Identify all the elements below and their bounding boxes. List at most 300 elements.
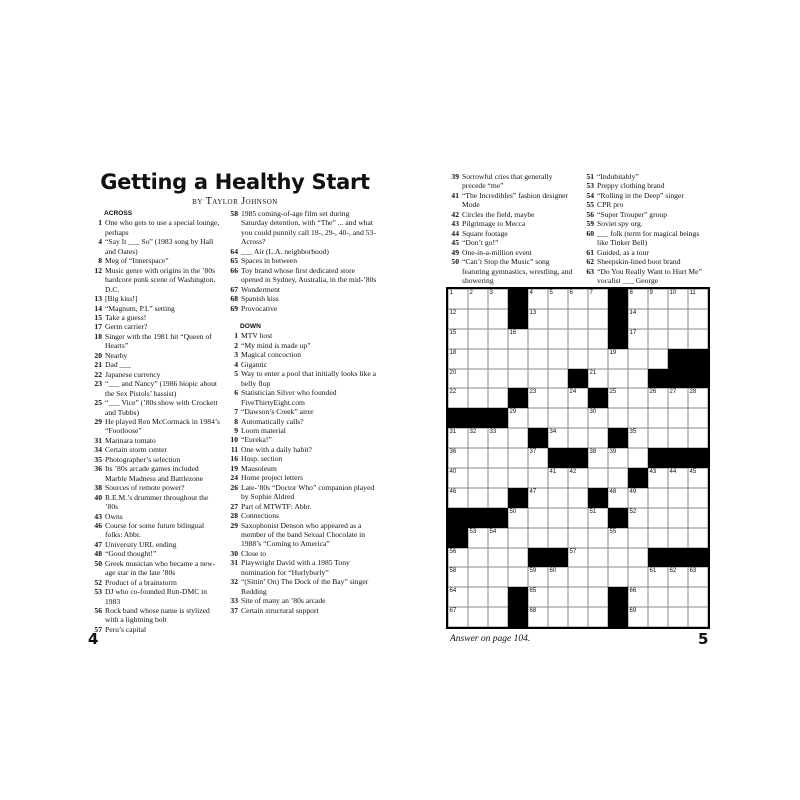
grid-cell[interactable] (648, 408, 668, 428)
grid-cell[interactable] (508, 369, 528, 389)
grid-cell[interactable] (528, 528, 548, 548)
clue-number: 27 (230, 501, 238, 511)
clue-number: 46 (94, 520, 102, 530)
black-square (508, 289, 528, 309)
grid-cell[interactable] (588, 587, 608, 607)
grid-cell[interactable] (528, 448, 548, 468)
grid-cell[interactable] (628, 369, 648, 389)
grid-cell[interactable] (668, 408, 688, 428)
clue-number: 10 (230, 435, 238, 445)
grid-cell[interactable] (648, 508, 668, 528)
cell-number: 30 (589, 409, 597, 416)
grid-cell[interactable] (588, 607, 608, 627)
across-clue-34 (90, 445, 222, 454)
grid-cell[interactable] (628, 488, 648, 508)
grid-cell[interactable] (648, 607, 668, 627)
grid-cell[interactable] (548, 528, 568, 548)
cell-number: 11 (689, 290, 696, 296)
grid-cell[interactable] (468, 567, 488, 587)
grid-cell[interactable] (548, 428, 568, 448)
across-clue-36 (90, 464, 222, 483)
grid-cell[interactable] (628, 428, 648, 448)
grid-cell[interactable] (668, 567, 688, 587)
grid-cell[interactable] (648, 488, 668, 508)
grid-cell[interactable] (528, 468, 548, 488)
clue-text: Singer with the 1981 hit “Queen of Hearts” (105, 331, 212, 351)
cell-number: 17 (629, 329, 637, 336)
grid-cell[interactable] (528, 587, 548, 607)
clue-text: Circles the field, maybe (462, 209, 535, 219)
grid-cell[interactable] (508, 408, 528, 428)
clue-text: Late-’80s “Doctor Who” companion played by Sophie Aldred (241, 482, 375, 502)
grid-cell[interactable] (468, 369, 488, 389)
down-clue-44 (447, 229, 575, 238)
clue-number: 30 (230, 548, 238, 558)
grid-cell[interactable] (488, 428, 508, 448)
clue-text: Gigantic (241, 359, 268, 369)
clue-number: 63 (586, 266, 594, 276)
across-clue-57 (90, 625, 222, 634)
grid-cell[interactable] (668, 488, 688, 508)
black-square (688, 448, 708, 468)
across-clue-1 (90, 218, 222, 237)
black-square (528, 548, 548, 568)
grid-cell[interactable] (448, 468, 468, 488)
cell-number: 28 (689, 389, 697, 396)
across-clue-22 (90, 370, 222, 379)
across-clue-40 (90, 493, 222, 512)
clue-number: 42 (451, 209, 459, 219)
grid-cell[interactable] (548, 289, 568, 309)
down-clue-50 (447, 257, 575, 285)
grid-cell[interactable] (648, 468, 668, 488)
grid-cell[interactable] (648, 567, 668, 587)
cell-number: 41 (549, 469, 557, 476)
grid-cell[interactable] (568, 548, 588, 568)
down-clue-33 (226, 596, 378, 605)
grid-cell[interactable] (648, 289, 668, 309)
black-square (648, 369, 668, 389)
across-clue-13 (90, 294, 222, 303)
down-clue-10 (226, 435, 378, 444)
clue-number: 69 (230, 303, 238, 313)
grid-cell[interactable] (548, 349, 568, 369)
grid-cell[interactable] (688, 329, 708, 349)
grid-cell[interactable] (488, 468, 508, 488)
grid-cell[interactable] (588, 567, 608, 587)
grid-cell[interactable] (588, 508, 608, 528)
black-square (608, 607, 628, 627)
clue-text: ___ Air (L.A. neighborhood) (241, 246, 329, 256)
across-clue-48 (90, 549, 222, 558)
clue-number: 23 (94, 379, 102, 389)
grid-cell[interactable] (608, 388, 628, 408)
grid-cell[interactable] (448, 388, 468, 408)
black-square (648, 548, 668, 568)
clue-number: 43 (451, 219, 459, 229)
clue-number: 12 (94, 265, 102, 275)
across-clue-65 (226, 256, 378, 265)
grid-cell[interactable] (488, 528, 508, 548)
across-clue-67 (226, 285, 378, 294)
grid-cell[interactable] (628, 528, 648, 548)
grid-cell[interactable] (468, 289, 488, 309)
grid-cell[interactable] (448, 548, 468, 568)
grid-cell[interactable] (528, 369, 548, 389)
clue-column-4 (582, 172, 712, 285)
clue-number: 56 (586, 209, 594, 219)
grid-cell[interactable] (608, 448, 628, 468)
cell-number: 13 (529, 309, 537, 316)
grid-cell[interactable] (668, 329, 688, 349)
grid-cell[interactable] (528, 349, 548, 369)
grid-cell[interactable] (468, 329, 488, 349)
grid-cell[interactable] (488, 289, 508, 309)
clue-number: 49 (451, 247, 459, 257)
grid-cell[interactable] (448, 309, 468, 329)
grid-cell[interactable] (608, 548, 628, 568)
grid-cell[interactable] (588, 349, 608, 369)
grid-cell[interactable] (568, 329, 588, 349)
grid-cell[interactable] (588, 369, 608, 389)
down-clue-59 (582, 219, 712, 228)
cell-number: 65 (529, 588, 537, 595)
clue-number: 57 (94, 624, 102, 634)
grid-cell[interactable] (688, 567, 708, 587)
grid-cell[interactable] (588, 329, 608, 349)
clue-text: Close to (241, 548, 267, 558)
grid-cell[interactable] (548, 408, 568, 428)
grid-cell[interactable] (608, 488, 628, 508)
grid-cell[interactable] (468, 607, 488, 627)
grid-cell[interactable] (488, 309, 508, 329)
grid-cell[interactable] (628, 587, 648, 607)
grid-cell[interactable] (688, 289, 708, 309)
grid-cell[interactable] (568, 309, 588, 329)
grid-cell[interactable] (468, 548, 488, 568)
cell-number: 37 (529, 449, 537, 456)
grid-cell[interactable] (668, 428, 688, 448)
grid-cell[interactable] (668, 607, 688, 627)
cell-number: 32 (469, 429, 477, 436)
grid-cell[interactable] (608, 369, 628, 389)
grid-cell[interactable] (548, 488, 568, 508)
grid-cell[interactable] (528, 289, 548, 309)
grid-cell[interactable] (468, 528, 488, 548)
grid-cell[interactable] (628, 349, 648, 369)
across-clue-35 (90, 455, 222, 464)
clue-column-3 (447, 172, 575, 285)
down-clue-49 (447, 248, 575, 257)
clue-column-2 (226, 209, 378, 615)
grid-cell[interactable] (668, 388, 688, 408)
grid-cell[interactable] (588, 468, 608, 488)
clue-text: One-in-a-million event (462, 247, 532, 257)
black-square (608, 329, 628, 349)
cell-number: 46 (449, 488, 457, 495)
grid-cell[interactable] (668, 309, 688, 329)
clue-text: Rock band whose name is stylized with a lightning bolt (105, 606, 210, 625)
grid-cell[interactable] (688, 388, 708, 408)
grid-cell[interactable] (668, 508, 688, 528)
clue-text: “Magnum, P.I.” setting (105, 303, 175, 313)
down-clue-62 (582, 257, 712, 266)
grid-cell[interactable] (568, 587, 588, 607)
grid-cell[interactable] (508, 528, 528, 548)
down-clue-30 (226, 549, 378, 558)
grid-cell[interactable] (668, 289, 688, 309)
grid-cell[interactable] (468, 468, 488, 488)
grid-cell[interactable] (548, 587, 568, 607)
grid-cell[interactable] (448, 289, 468, 309)
cell-number: 31 (449, 429, 457, 436)
grid-cell[interactable] (568, 289, 588, 309)
down-clue-2 (226, 341, 378, 350)
grid-cell[interactable] (628, 329, 648, 349)
grid-cell[interactable] (528, 388, 548, 408)
grid-cell[interactable] (668, 587, 688, 607)
grid-cell[interactable] (688, 508, 708, 528)
grid-cell[interactable] (508, 329, 528, 349)
grid-cell[interactable] (488, 488, 508, 508)
grid-cell[interactable] (568, 488, 588, 508)
grid-cell[interactable] (528, 488, 548, 508)
grid-cell[interactable] (648, 428, 668, 448)
grid-cell[interactable] (628, 508, 648, 528)
grid-cell[interactable] (448, 587, 468, 607)
grid-cell[interactable] (488, 587, 508, 607)
grid-cell[interactable] (528, 309, 548, 329)
down-clue-9 (226, 426, 378, 435)
grid-cell[interactable] (448, 369, 468, 389)
clue-number: 7 (234, 407, 238, 417)
across-clue-68 (226, 294, 378, 303)
clue-number: 1 (234, 331, 238, 341)
grid-cell[interactable] (668, 528, 688, 548)
grid-cell[interactable] (688, 309, 708, 329)
cell-number: 60 (549, 568, 557, 575)
grid-cell[interactable] (588, 309, 608, 329)
grid-cell[interactable] (688, 488, 708, 508)
grid-cell[interactable] (628, 388, 648, 408)
grid-cell[interactable] (468, 428, 488, 448)
grid-cell[interactable] (608, 528, 628, 548)
grid-cell[interactable] (568, 428, 588, 448)
grid-cell[interactable] (608, 349, 628, 369)
clue-text: “Don’t go!” (462, 238, 499, 248)
grid-cell[interactable] (488, 329, 508, 349)
clue-number: 25 (94, 398, 102, 408)
clue-number: 44 (451, 228, 459, 238)
grid-cell[interactable] (548, 607, 568, 627)
grid-cell[interactable] (548, 369, 568, 389)
clue-text: “Good thought!” (105, 549, 157, 559)
grid-cell[interactable] (688, 607, 708, 627)
down-clue-55 (582, 200, 712, 209)
grid-cell[interactable] (508, 428, 528, 448)
clue-text: Provocative (241, 303, 278, 313)
grid-cell[interactable] (588, 289, 608, 309)
clue-number: 62 (586, 257, 594, 267)
across-clue-29 (90, 417, 222, 436)
clue-number: 65 (230, 256, 238, 266)
grid-cell[interactable] (488, 388, 508, 408)
grid-cell[interactable] (628, 567, 648, 587)
grid-cell[interactable] (528, 508, 548, 528)
grid-cell[interactable] (608, 468, 628, 488)
grid-cell[interactable] (648, 528, 668, 548)
black-square (508, 587, 528, 607)
black-square (548, 448, 568, 468)
crossword-grid[interactable] (446, 287, 710, 629)
down-clue-32 (226, 577, 378, 596)
cell-number: 44 (669, 469, 677, 476)
cell-number: 36 (449, 449, 457, 456)
clue-text: Loom material (241, 425, 286, 435)
cell-number: 9 (649, 290, 653, 296)
grid-cell[interactable] (588, 408, 608, 428)
cell-number: 42 (569, 469, 577, 476)
grid-cell[interactable] (648, 349, 668, 369)
grid-cell[interactable] (468, 587, 488, 607)
grid-cell[interactable] (648, 309, 668, 329)
grid-cell[interactable] (628, 607, 648, 627)
grid-cell[interactable] (488, 548, 508, 568)
clue-text: Toy brand whose first dedicated store opened in Sydney, Australia, in the mid-’80s (241, 265, 377, 285)
grid-cell[interactable] (488, 349, 508, 369)
puzzle-title: Getting a Healthy Start (100, 170, 370, 194)
grid-cell[interactable] (568, 607, 588, 627)
grid-cell[interactable] (448, 349, 468, 369)
grid-cell[interactable] (448, 448, 468, 468)
grid-cell[interactable] (528, 408, 548, 428)
clue-text: Hosp. section (241, 454, 283, 464)
spacer (226, 313, 378, 322)
grid-cell[interactable] (568, 468, 588, 488)
clue-text: Its ’80s arcade games included Marble Madness and Battlezone (105, 464, 204, 483)
cell-number: 49 (629, 488, 637, 495)
grid-cell[interactable] (588, 428, 608, 448)
grid-cell[interactable] (688, 428, 708, 448)
grid-cell[interactable] (688, 408, 708, 428)
grid-cell[interactable] (508, 468, 528, 488)
grid-cell[interactable] (468, 388, 488, 408)
grid-cell[interactable] (508, 508, 528, 528)
grid-cell[interactable] (488, 607, 508, 627)
grid-cell[interactable] (608, 567, 628, 587)
grid-cell[interactable] (628, 309, 648, 329)
grid-cell[interactable] (528, 607, 548, 627)
cell-number: 29 (509, 409, 517, 416)
clue-number: 53 (94, 587, 102, 597)
grid-cell[interactable] (688, 468, 708, 488)
grid-cell[interactable] (548, 388, 568, 408)
grid-cell[interactable] (508, 349, 528, 369)
clue-text: Automatically calls? (241, 416, 304, 426)
black-square (648, 448, 668, 468)
grid-cell[interactable] (448, 488, 468, 508)
down-clue-4 (226, 360, 378, 369)
across-clue-58 (226, 209, 378, 247)
grid-cell[interactable] (448, 428, 468, 448)
cell-number: 64 (449, 588, 457, 595)
grid-cell[interactable] (448, 329, 468, 349)
grid-cell[interactable] (648, 329, 668, 349)
down-clue-63 (582, 267, 712, 286)
grid-cell[interactable] (528, 567, 548, 587)
clue-text: “Eureka!” (241, 435, 272, 445)
grid-cell[interactable] (508, 548, 528, 568)
grid-cell[interactable] (628, 448, 648, 468)
across-clue-8 (90, 256, 222, 265)
grid-cell[interactable] (608, 408, 628, 428)
grid-cell[interactable] (588, 448, 608, 468)
grid-cell[interactable] (488, 567, 508, 587)
grid-cell[interactable] (488, 369, 508, 389)
grid-cell[interactable] (648, 587, 668, 607)
grid-cell[interactable] (448, 607, 468, 627)
grid-cell[interactable] (548, 329, 568, 349)
grid-cell[interactable] (568, 528, 588, 548)
grid-cell[interactable] (468, 309, 488, 329)
cell-number: 15 (449, 329, 457, 336)
across-clue-66 (226, 266, 378, 285)
grid-cell[interactable] (568, 508, 588, 528)
black-square (688, 548, 708, 568)
grid-cell[interactable] (628, 289, 648, 309)
clue-text: ___ folk (term for magical beings like Tinker Bell) (597, 228, 700, 248)
cell-number: 16 (509, 329, 517, 336)
grid-cell[interactable] (568, 408, 588, 428)
clue-text: Part of MTWTF: Abbr. (241, 501, 312, 511)
clue-text: University URL ending (105, 539, 177, 549)
down-clue-53 (582, 181, 712, 190)
cell-number: 18 (449, 349, 457, 356)
grid-cell[interactable] (688, 587, 708, 607)
grid-cell[interactable] (588, 548, 608, 568)
grid-cell[interactable] (688, 528, 708, 548)
grid-cell[interactable] (548, 567, 568, 587)
grid-cell[interactable] (568, 567, 588, 587)
clue-number: 64 (230, 246, 238, 256)
grid-cell[interactable] (528, 329, 548, 349)
grid-cell[interactable] (568, 349, 588, 369)
black-square (448, 508, 468, 528)
grid-cell[interactable] (648, 388, 668, 408)
cell-number: 50 (509, 508, 517, 515)
grid-cell[interactable] (468, 349, 488, 369)
grid-cell[interactable] (548, 508, 568, 528)
clue-text: Spaces in between (241, 256, 298, 266)
grid-cell[interactable] (488, 448, 508, 468)
down-heading: DOWN (240, 322, 261, 330)
grid-cell[interactable] (628, 548, 648, 568)
grid-cell[interactable] (548, 309, 568, 329)
cell-number: 24 (569, 389, 577, 396)
grid-cell[interactable] (448, 567, 468, 587)
grid-cell[interactable] (628, 408, 648, 428)
grid-cell[interactable] (508, 448, 528, 468)
grid-cell[interactable] (668, 468, 688, 488)
grid-cell[interactable] (568, 388, 588, 408)
across-clue-25 (90, 398, 222, 417)
grid-cell[interactable] (468, 448, 488, 468)
clue-number: 9 (234, 425, 238, 435)
grid-cell[interactable] (508, 567, 528, 587)
grid-cell[interactable] (588, 528, 608, 548)
grid-cell[interactable] (468, 488, 488, 508)
grid-cell[interactable] (548, 468, 568, 488)
